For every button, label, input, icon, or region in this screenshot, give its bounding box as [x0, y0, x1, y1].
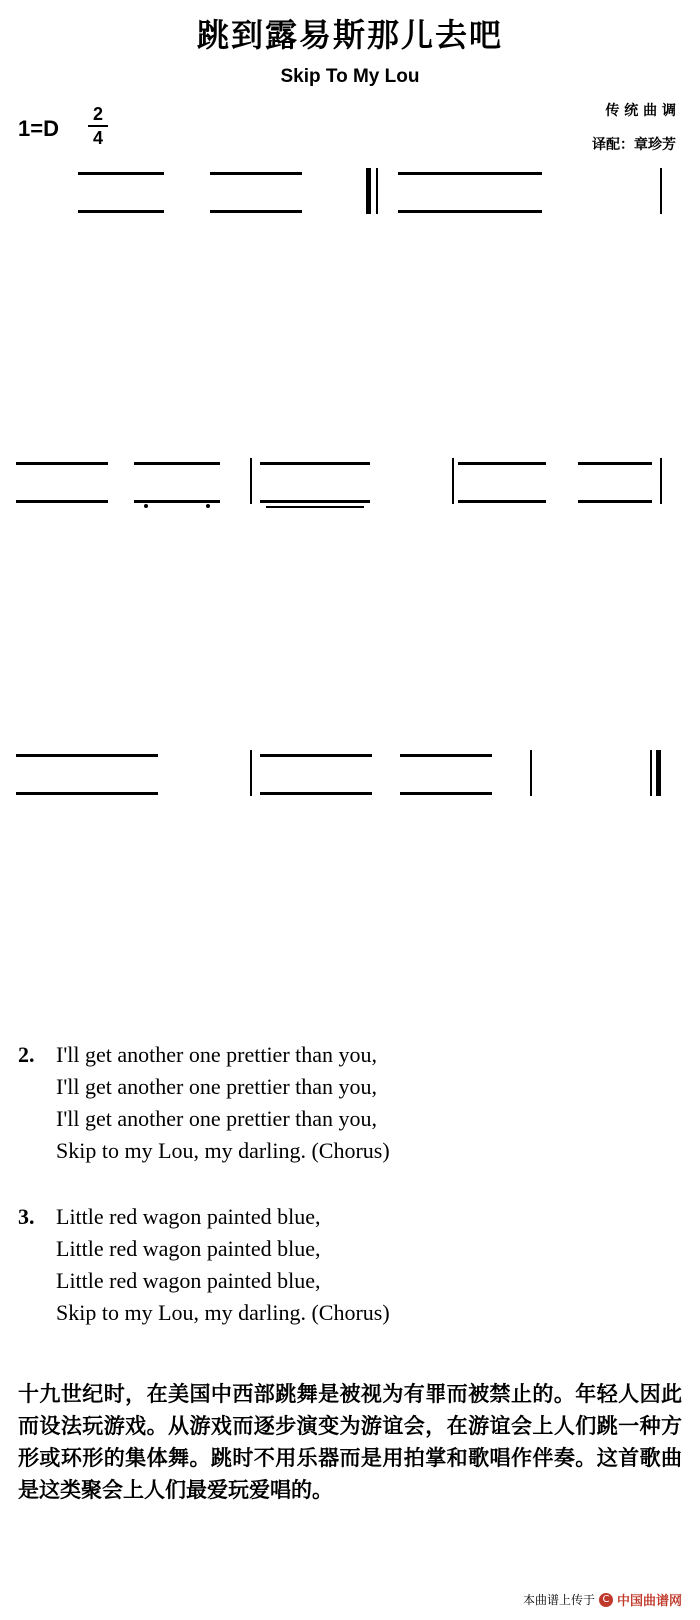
note-beam — [458, 462, 546, 465]
song-subtitle: Skip To My Lou — [280, 66, 420, 87]
verse-line: I'll get another one prettier than you, — [56, 1074, 378, 1099]
verse-line: Little red wagon painted blue, — [56, 1236, 321, 1261]
song-title: 跳到露易斯那儿去吧 — [196, 16, 503, 54]
note-underline — [398, 210, 542, 213]
origin-credit: 传 统 曲 调 — [605, 103, 676, 119]
note-beam — [398, 172, 542, 175]
note-underline — [210, 210, 302, 213]
site-logo-icon: C — [599, 1593, 613, 1607]
repeat-barline-thick — [366, 168, 371, 214]
final-barline — [656, 750, 661, 796]
barline — [250, 750, 252, 796]
note-beam — [16, 754, 158, 757]
time-signature-top: 2 — [92, 104, 103, 124]
note-underline — [134, 500, 220, 503]
repeat-barline-thin — [376, 168, 378, 214]
verse-line: I'll get another one prettier than you, — [56, 1106, 378, 1131]
arranger-credit: 译配：章珍芳 — [592, 137, 676, 153]
verse-number: 3. — [18, 1204, 35, 1229]
barline — [452, 458, 454, 504]
barline — [250, 458, 252, 504]
low-octave-dot — [144, 504, 148, 508]
double-underline — [266, 506, 364, 510]
system-end-barline — [660, 458, 662, 504]
final-barline-thin — [650, 750, 652, 796]
verse-line: I'll get another one prettier than you, — [56, 1042, 378, 1067]
description-paragraph: 十九世纪时，在美国中西部跳舞是被视为有罪而被禁止的。年轻人因此而设法玩游戏。从游戏而逐步演变为游谊会，在游谊会上人们跳一种方形或环形的集体舞。跳时不用乐器而是用拍掌和歌唱作伴奏。这首歌曲是这类聚会上人们最爱玩爱唱的。 — [18, 1382, 682, 1502]
time-signature-bottom: 4 — [92, 128, 103, 148]
note-beam — [260, 754, 372, 757]
verse-line: Little red wagon painted blue, — [56, 1204, 321, 1229]
footer-site: 中国曲谱网 — [616, 1594, 682, 1609]
note-underline — [78, 210, 164, 213]
note-underline — [458, 500, 546, 503]
note-underline — [16, 500, 108, 503]
verse-number: 2. — [18, 1042, 35, 1067]
verse-line: Skip to my Lou, my darling. (Chorus) — [56, 1138, 390, 1163]
key-signature: 1=D — [18, 116, 59, 141]
footer — [523, 1590, 682, 1609]
footer-text: 本曲谱上传于 — [522, 1593, 595, 1607]
note-beam — [78, 172, 164, 175]
system-end-barline — [660, 168, 662, 214]
verse-line: Skip to my Lou, my darling. (Chorus) — [56, 1300, 390, 1325]
verse-line: Little red wagon painted blue, — [56, 1268, 321, 1293]
note-underline — [260, 500, 370, 503]
note-beam — [578, 462, 652, 465]
time-signature — [88, 104, 108, 148]
note-beam — [210, 172, 302, 175]
note-beam — [16, 462, 108, 465]
note-underline — [260, 792, 372, 795]
note-beam — [134, 462, 220, 465]
note-underline — [400, 792, 492, 795]
barline — [530, 750, 532, 796]
low-octave-dot — [206, 504, 210, 508]
note-beam — [260, 462, 370, 465]
note-underline — [578, 500, 652, 503]
note-underline — [16, 792, 158, 795]
note-beam — [400, 754, 492, 757]
